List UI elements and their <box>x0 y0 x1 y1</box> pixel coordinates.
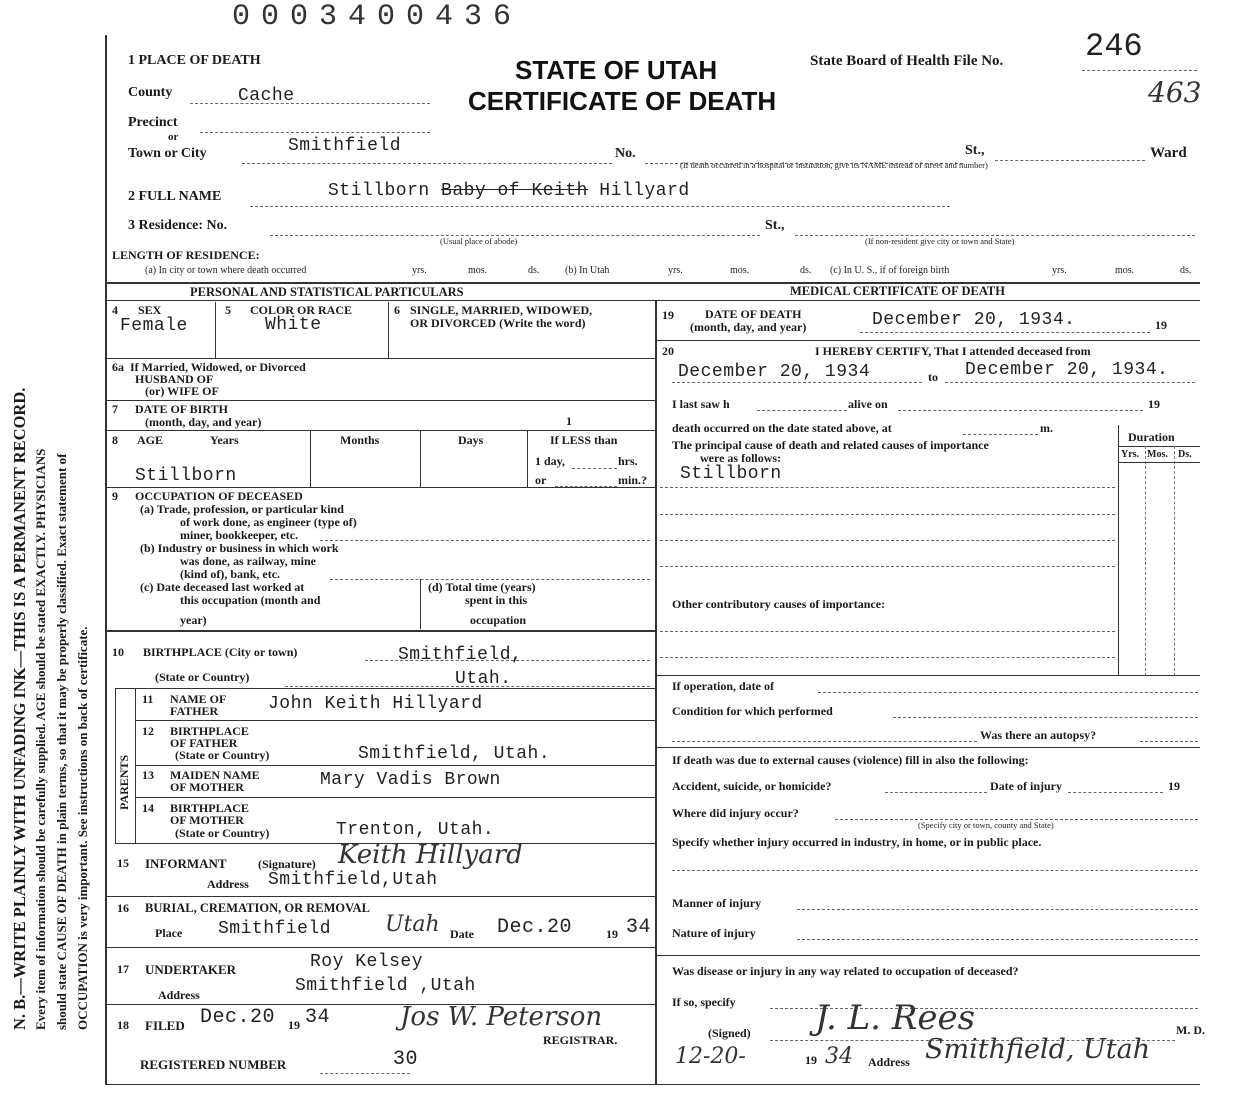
item-12: 12 <box>142 724 154 738</box>
no-label: No. <box>615 146 636 161</box>
length-c-mos: mos. <box>1115 265 1135 276</box>
occ-c-2: this occupation (month and <box>180 593 321 607</box>
fbirth-label-2: OF FATHER <box>170 736 238 750</box>
st-label: St., <box>965 143 985 158</box>
injury-19: 19 <box>1168 779 1180 793</box>
ifso-label: If so, specify <box>672 995 736 1009</box>
occ-d-1: (d) Total time (years) <box>428 580 536 594</box>
undertaker-name: Roy Kelsey <box>310 952 424 972</box>
last-saw-19: 19 <box>1148 397 1160 411</box>
town-value: Smithfield <box>288 136 402 156</box>
stamp-number: 0003400436 <box>232 0 523 34</box>
condition-label: Condition for which performed <box>672 704 833 718</box>
months-label: Months <box>340 433 380 447</box>
hospital-note: (If death occurred in a hospital or institution, give its NAME instead of street and number) <box>680 160 988 170</box>
signed-19: 19 <box>805 1053 817 1067</box>
length-a-ds: ds. <box>528 265 540 276</box>
title-state: STATE OF UTAH <box>515 55 718 85</box>
file-number-2: 463 <box>1148 76 1202 109</box>
burial-date-label: Date <box>450 927 474 941</box>
file-label: State Board of Health File No. <box>810 53 1004 69</box>
external-label: If death was due to external causes (violence) fill in also the following: <box>672 753 1029 767</box>
length-a: (a) In city or town where death occurred <box>145 265 307 276</box>
informant-label: INFORMANT <box>145 856 227 871</box>
item-13: 13 <box>142 768 154 782</box>
occ-a-2: of work done, as engineer (type of) <box>180 515 357 529</box>
medical-heading: MEDICAL CERTIFICATE OF DEATH <box>790 284 1005 298</box>
nature-label: Nature of injury <box>672 926 756 940</box>
mbirth-label-1: BIRTHPLACE <box>170 801 249 815</box>
informant-signature: Keith Hillyard <box>338 840 523 870</box>
burial-label: BURIAL, CREMATION, OR REMOVAL <box>145 901 370 915</box>
physician-signature: J. L. Rees <box>815 998 976 1038</box>
mother-birthplace: Trenton, Utah. <box>336 820 495 840</box>
duration-label: Duration <box>1128 430 1175 444</box>
item-6: 6 <box>394 303 400 317</box>
occ-heading: OCCUPATION OF DECEASED <box>135 489 303 503</box>
race-value: White <box>265 315 322 335</box>
cause-value: Stillborn <box>680 464 782 484</box>
duration-ds: Ds. <box>1178 449 1192 460</box>
burial-year: 34 <box>626 916 652 939</box>
married-label-3: (or) WIFE OF <box>145 384 219 398</box>
m-label: m. <box>1040 421 1053 435</box>
dob-label-1: DATE OF BIRTH <box>135 402 228 416</box>
item-8: 8 <box>112 433 118 447</box>
injury-date-label: Date of injury <box>990 779 1062 793</box>
occ-a-3: miner, bookkeeper, etc. <box>180 528 299 542</box>
item-20: 20 <box>662 344 674 358</box>
dob-mark: 1 <box>566 414 572 428</box>
sidebar-warning: N. B.—WRITE PLAINLY WITH UNFADING INK—THIS IS A PERMANENT RECORD. <box>10 387 29 1030</box>
length-c: (c) In U. S., if of foreign birth <box>830 265 950 276</box>
other-causes-label: Other contributory causes of importance: <box>672 597 886 611</box>
item-11: 11 <box>142 692 154 706</box>
dod-value: December 20, 1934. <box>872 310 1076 330</box>
parents-label: PARENTS <box>117 754 131 810</box>
age-label: AGE <box>137 433 164 447</box>
filed-year: 34 <box>305 1006 331 1029</box>
disease-label: Was disease or injury in any way related to occupation of deceased? <box>672 964 1019 978</box>
autopsy-label: Was there an autopsy? <box>980 728 1097 742</box>
ward-label: Ward <box>1150 145 1187 161</box>
principal-label-2: were as follows: <box>700 451 782 465</box>
physician-address: Smithfield, Utah <box>925 1034 1151 1065</box>
father-label-1: NAME OF <box>170 692 227 706</box>
form-left-border <box>105 35 107 1085</box>
item-14: 14 <box>142 801 154 815</box>
mbirth-label-2: OF MOTHER <box>170 813 244 827</box>
item-7: 7 <box>112 402 118 416</box>
occ-c-3: year) <box>180 613 207 627</box>
attended-to: December 20, 1934. <box>965 360 1169 380</box>
duration-yrs: Yrs. <box>1121 449 1140 460</box>
fbirth-label-3: (State or Country) <box>175 748 270 762</box>
married-label-1: If Married, Widowed, or Divorced <box>130 360 306 374</box>
undertaker-label: UNDERTAKER <box>145 962 237 977</box>
dob-label-2: (month, day, and year) <box>145 415 262 429</box>
sex-value: Female <box>120 316 188 336</box>
attended-from: December 20, 1934 <box>678 362 871 382</box>
md-label: M. D. <box>1176 1023 1205 1037</box>
age-value: Stillborn <box>135 466 237 486</box>
length-a-yrs: yrs. <box>412 265 427 276</box>
undertaker-address: Smithfield ,Utah <box>295 976 476 996</box>
burial-place: Smithfield <box>218 919 332 939</box>
birthplace-state-label: (State or Country) <box>155 670 250 684</box>
length-residence-label: LENGTH OF RESIDENCE: <box>112 248 260 262</box>
length-b-mos: mos. <box>730 265 750 276</box>
registrar-label: REGISTRAR. <box>543 1033 618 1047</box>
dod-label-2: (month, day, and year) <box>690 320 807 334</box>
manner-label: Manner of injury <box>672 896 762 910</box>
accident-label: Accident, suicide, or homicide? <box>672 779 832 793</box>
less-label-4: or <box>535 473 547 487</box>
sidebar-instructions-2: should state CAUSE OF DEATH in plain terms, so that it may be properly classified. Exact statement of <box>54 453 69 1030</box>
less-label-5: min.? <box>618 473 648 487</box>
married-label-2: HUSBAND OF <box>135 372 214 386</box>
burial-date: Dec.20 <box>497 916 573 939</box>
birthplace-state: Utah. <box>455 669 512 689</box>
burial-place-label: Place <box>155 926 183 940</box>
birthplace-city: Smithfield, <box>398 645 523 665</box>
county-value: Cache <box>238 86 295 106</box>
marital-label-1: SINGLE, MARRIED, WIDOWED, <box>410 303 593 317</box>
days-label: Days <box>458 433 484 447</box>
full-name-value <box>328 181 690 201</box>
less-label-3: hrs. <box>618 454 638 468</box>
principal-label-1: The principal cause of death and related causes of importance <box>672 438 989 452</box>
town-label: Town or City <box>128 146 207 161</box>
nonres-note: (If non-resident give city or town and State) <box>865 236 1015 246</box>
occ-a-1: (a) Trade, profession, or particular kind <box>140 502 344 516</box>
item-5: 5 <box>225 303 231 317</box>
item-18: 18 <box>117 1018 129 1032</box>
name-prefix: Stillborn <box>328 181 442 201</box>
physician-address-label: Address <box>868 1055 910 1069</box>
filed-date: Dec.20 <box>200 1006 276 1029</box>
specify-label: Specify whether injury occurred in industry, in home, or in public place. <box>672 835 1042 849</box>
father-birthplace: Smithfield, Utah. <box>358 744 551 764</box>
file-number: 246 <box>1085 28 1143 65</box>
length-c-yrs: yrs. <box>1052 265 1067 276</box>
dod-19: 19 <box>1155 318 1167 332</box>
mother-label-2: OF MOTHER <box>170 780 244 794</box>
operation-label: If operation, date of <box>672 679 774 693</box>
mother-name: Mary Vadis Brown <box>320 770 501 790</box>
father-label-2: FATHER <box>170 704 219 718</box>
last-saw-label: I last saw h <box>672 397 730 411</box>
precinct-label: Precinct <box>128 115 178 130</box>
filed-label: FILED <box>145 1018 185 1033</box>
regnum-label: REGISTERED NUMBER <box>140 1057 287 1072</box>
regnum-value: 30 <box>393 1048 419 1071</box>
place-heading: 1 PLACE OF DEATH <box>128 53 261 68</box>
sex-label: SEX <box>138 303 162 317</box>
length-c-ds: ds. <box>1180 265 1192 276</box>
abode-note: (Usual place of abode) <box>440 236 518 246</box>
occurred-label: death occurred on the date stated above, at <box>672 421 892 435</box>
item-19: 19 <box>662 308 674 322</box>
occ-b-3: (kind of), bank, etc. <box>180 567 281 581</box>
where-label: Where did injury occur? <box>672 806 799 820</box>
signature-label: (Signature) <box>258 857 316 871</box>
name-suffix: Hillyard <box>587 181 690 201</box>
alive-on-label: alive on <box>848 397 888 411</box>
signed-label: (Signed) <box>708 1026 751 1040</box>
length-b-yrs: yrs. <box>668 265 683 276</box>
title-certificate: CERTIFICATE OF DEATH <box>468 86 777 116</box>
name-struck: Baby of Keith <box>441 181 588 201</box>
mother-label-1: MAIDEN NAME <box>170 768 260 782</box>
item-6a: 6a <box>112 360 124 374</box>
informant-address: Smithfield,Utah <box>268 870 438 890</box>
length-b-ds: ds. <box>800 265 812 276</box>
signed-date: 12-20- <box>675 1044 746 1069</box>
less-label-1: If LESS than <box>550 433 618 447</box>
registrar-signature: Jos W. Peterson <box>400 1002 603 1032</box>
item-4: 4 <box>112 303 118 317</box>
marital-label-2: OR DIVORCED (Write the word) <box>410 316 586 330</box>
signed-year: 34 <box>825 1044 853 1069</box>
occ-d-2: spent in this <box>465 593 528 607</box>
mbirth-label-3: (State or Country) <box>175 826 270 840</box>
center-divider <box>655 300 657 1085</box>
where-note: (Specify city or town, county and State) <box>918 820 1054 830</box>
certify-text: I HEREBY CERTIFY, That I attended deceased from <box>815 344 1091 358</box>
burial-place-hand: Utah <box>385 912 440 937</box>
sidebar-instructions-3: OCCUPATION is very important. See instructions on back of certificate. <box>75 626 90 1030</box>
occ-c-1: (c) Date deceased last worked at <box>140 580 305 594</box>
item-16: 16 <box>117 901 129 915</box>
undertaker-address-label: Address <box>158 988 200 1002</box>
or-label: or <box>168 131 179 143</box>
item-9: 9 <box>112 489 118 503</box>
residence-st-label: St., <box>765 218 785 233</box>
sidebar-instructions-1: Every item of information should be carefully supplied. AGE should be stated EXACTLY. PHYSICIANS <box>33 448 48 1030</box>
occ-d-3: occupation <box>470 613 527 627</box>
county-label: County <box>128 85 173 100</box>
years-label: Years <box>210 433 239 447</box>
length-a-mos: mos. <box>468 265 488 276</box>
item-17: 17 <box>117 962 129 976</box>
dod-label-1: DATE OF DEATH <box>705 307 802 321</box>
item-10: 10 <box>112 645 124 659</box>
personal-heading: PERSONAL AND STATISTICAL PARTICULARS <box>190 285 464 299</box>
occ-b-2: was done, as railway, mine <box>180 554 317 568</box>
occ-b-1: (b) Industry or business in which work <box>140 541 339 555</box>
length-b: (b) In Utah <box>565 265 610 276</box>
to-label: to <box>928 370 938 384</box>
race-label: COLOR OR RACE <box>250 303 353 317</box>
less-label-2: 1 day, <box>535 454 566 468</box>
residence-label: 3 Residence: No. <box>128 218 228 233</box>
informant-address-label: Address <box>207 877 249 891</box>
filed-19: 19 <box>288 1018 300 1032</box>
item-15: 15 <box>117 856 129 870</box>
duration-mos: Mos. <box>1147 449 1168 460</box>
birthplace-label: BIRTHPLACE (City or town) <box>143 645 298 659</box>
fbirth-label-1: BIRTHPLACE <box>170 724 249 738</box>
full-name-label: 2 FULL NAME <box>128 189 222 204</box>
burial-19: 19 <box>606 927 618 941</box>
father-name: John Keith Hillyard <box>268 694 483 714</box>
